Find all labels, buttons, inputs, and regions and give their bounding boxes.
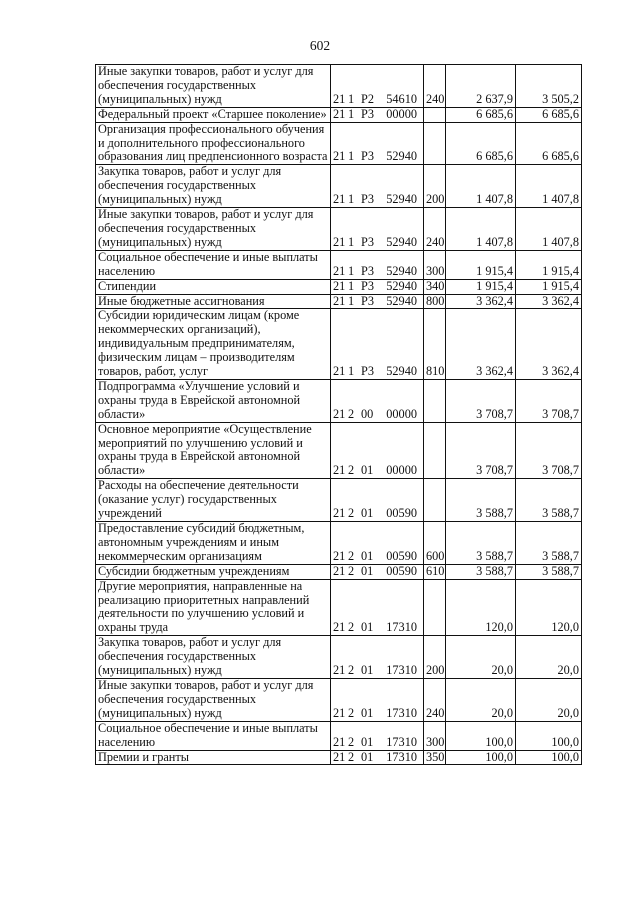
row-code — [331, 107, 424, 122]
code-part-2: 1 — [348, 149, 355, 164]
row-expense-type: 300 — [424, 721, 446, 750]
page-number: 602 — [309, 38, 331, 53]
row-sum-1: 20,0 — [446, 678, 516, 721]
row-sum-2: 1 915,4 — [516, 279, 582, 294]
row-expense-type: 350 — [424, 750, 446, 765]
code-part-4: 52940 — [386, 364, 417, 379]
code-part-1: 21 — [333, 106, 346, 121]
table-row — [96, 65, 582, 108]
row-name: Другие мероприятия, направленные на реализацию приоритетных направлений деятельности по улучшению условий и охраны труда — [96, 579, 331, 636]
code-part-3: P3 — [361, 293, 374, 308]
row-sum-2: 3 588,7 — [516, 479, 582, 522]
row-sum-1: 1 915,4 — [446, 250, 516, 279]
row-code — [331, 522, 424, 565]
code-part-2: 1 — [348, 293, 355, 308]
row-expense-type: 340 — [424, 279, 446, 294]
row-name: Субсидии юридическим лицам (кроме некоммерческих организаций), индивидуальным предпринимателям, физическим лицам – производителям товаров, работ, услуг — [96, 309, 331, 380]
code-part-2: 1 — [348, 263, 355, 278]
row-name: Иные закупки товаров, работ и услуг для обеспечения государственных (муниципальных) нужд — [96, 678, 331, 721]
row-sum-1: 6 685,6 — [446, 122, 516, 165]
table-row — [96, 309, 582, 380]
row-sum-2: 20,0 — [516, 636, 582, 679]
code-part-4: 17310 — [386, 705, 417, 720]
row-sum-1: 100,0 — [446, 721, 516, 750]
code-part-3: 00 — [361, 406, 374, 421]
row-name: Стипендии — [96, 279, 331, 294]
code-part-4: 52940 — [386, 293, 417, 308]
row-name: Расходы на обеспечение деятельности (оказание услуг) государственных учреждений — [96, 479, 331, 522]
row-sum-2: 20,0 — [516, 678, 582, 721]
row-expense-type — [424, 422, 446, 479]
code-part-4: 00590 — [386, 563, 417, 578]
row-name: Закупка товаров, работ и услуг для обеспечения государственных (муниципальных) нужд — [96, 165, 331, 208]
row-sum-2: 3 588,7 — [516, 522, 582, 565]
code-part-2: 2 — [348, 663, 355, 678]
row-name: Закупка товаров, работ и услуг для обеспечения государственных (муниципальных) нужд — [96, 636, 331, 679]
row-name: Федеральный проект «Старшее поколение» — [96, 107, 331, 122]
code-part-1: 21 — [333, 192, 346, 207]
code-part-4: 52940 — [386, 149, 417, 164]
row-sum-2: 3 588,7 — [516, 564, 582, 579]
code-part-4: 00000 — [386, 106, 417, 121]
row-code — [331, 479, 424, 522]
row-sum-2: 3 708,7 — [516, 379, 582, 422]
table-row — [96, 721, 582, 750]
table-row — [96, 250, 582, 279]
row-name: Подпрограмма «Улучшение условий и охраны труда в Еврейской автономной области» — [96, 379, 331, 422]
code-part-2: 2 — [348, 620, 355, 635]
row-code — [331, 165, 424, 208]
code-part-2: 1 — [348, 234, 355, 249]
table-row — [96, 678, 582, 721]
row-name: Иные закупки товаров, работ и услуг для обеспечения государственных (муниципальных) нужд — [96, 65, 331, 108]
code-part-3: P3 — [361, 263, 374, 278]
code-part-3: P3 — [361, 149, 374, 164]
code-part-1: 21 — [333, 293, 346, 308]
row-expense-type: 200 — [424, 636, 446, 679]
row-code — [331, 294, 424, 309]
code-part-2: 1 — [348, 106, 355, 121]
table-row — [96, 479, 582, 522]
row-sum-1: 3 362,4 — [446, 294, 516, 309]
code-part-1: 21 — [333, 548, 346, 563]
row-sum-2: 3 505,2 — [516, 65, 582, 108]
row-sum-2: 1 915,4 — [516, 250, 582, 279]
code-part-3: 01 — [361, 506, 374, 521]
table-row — [96, 636, 582, 679]
row-sum-1: 3 588,7 — [446, 564, 516, 579]
row-expense-type: 800 — [424, 294, 446, 309]
row-code — [331, 564, 424, 579]
row-expense-type — [424, 107, 446, 122]
code-part-4: 17310 — [386, 663, 417, 678]
row-name: Премии и гранты — [96, 750, 331, 765]
row-name: Социальное обеспечение и иные выплаты населению — [96, 250, 331, 279]
code-part-3: P3 — [361, 364, 374, 379]
code-part-1: 21 — [333, 506, 346, 521]
code-part-1: 21 — [333, 278, 346, 293]
row-sum-1: 1 407,8 — [446, 165, 516, 208]
row-code — [331, 579, 424, 636]
row-sum-2: 120,0 — [516, 579, 582, 636]
code-part-4: 00000 — [386, 406, 417, 421]
row-code — [331, 750, 424, 765]
row-sum-1: 3 362,4 — [446, 309, 516, 380]
row-code — [331, 309, 424, 380]
budget-table-body — [96, 65, 582, 765]
row-expense-type: 300 — [424, 250, 446, 279]
code-part-1: 21 — [333, 234, 346, 249]
code-part-1: 21 — [333, 364, 346, 379]
row-sum-1: 6 685,6 — [446, 107, 516, 122]
code-part-4: 17310 — [386, 734, 417, 749]
row-expense-type — [424, 122, 446, 165]
table-row — [96, 208, 582, 251]
row-sum-2: 6 685,6 — [516, 122, 582, 165]
row-sum-2: 1 407,8 — [516, 165, 582, 208]
code-part-2: 1 — [348, 278, 355, 293]
code-part-3: P3 — [361, 234, 374, 249]
row-sum-1: 3 588,7 — [446, 522, 516, 565]
code-part-3: 01 — [361, 463, 374, 478]
table-row — [96, 564, 582, 579]
row-sum-2: 3 362,4 — [516, 294, 582, 309]
row-sum-2: 1 407,8 — [516, 208, 582, 251]
row-code — [331, 678, 424, 721]
code-part-3: 01 — [361, 663, 374, 678]
code-part-3: 01 — [361, 563, 374, 578]
row-sum-1: 1 407,8 — [446, 208, 516, 251]
table-row — [96, 422, 582, 479]
code-part-1: 21 — [333, 563, 346, 578]
code-part-3: 01 — [361, 548, 374, 563]
row-sum-1: 1 915,4 — [446, 279, 516, 294]
row-name: Иные закупки товаров, работ и услуг для обеспечения государственных (муниципальных) нужд — [96, 208, 331, 251]
row-expense-type: 200 — [424, 165, 446, 208]
code-part-2: 2 — [348, 749, 355, 764]
code-part-3: 01 — [361, 705, 374, 720]
row-sum-2: 3 708,7 — [516, 422, 582, 479]
table-row — [96, 122, 582, 165]
row-code — [331, 208, 424, 251]
row-expense-type — [424, 479, 446, 522]
code-part-2: 2 — [348, 463, 355, 478]
code-part-2: 2 — [348, 705, 355, 720]
code-part-1: 21 — [333, 705, 346, 720]
code-part-3: 01 — [361, 620, 374, 635]
row-sum-1: 2 637,9 — [446, 65, 516, 108]
code-part-1: 21 — [333, 734, 346, 749]
table-row — [96, 379, 582, 422]
code-part-4: 54610 — [386, 91, 417, 106]
code-part-4: 52940 — [386, 234, 417, 249]
row-sum-2: 6 685,6 — [516, 107, 582, 122]
code-part-2: 2 — [348, 406, 355, 421]
row-name: Субсидии бюджетным учреждениям — [96, 564, 331, 579]
code-part-2: 1 — [348, 192, 355, 207]
row-name: Социальное обеспечение и иные выплаты населению — [96, 721, 331, 750]
row-sum-2: 100,0 — [516, 721, 582, 750]
code-part-4: 00000 — [386, 463, 417, 478]
row-sum-1: 3 588,7 — [446, 479, 516, 522]
table-row — [96, 750, 582, 765]
row-expense-type — [424, 579, 446, 636]
table-row — [96, 107, 582, 122]
code-part-4: 52940 — [386, 263, 417, 278]
row-name: Основное мероприятие «Осуществление мероприятий по улучшению условий и охраны труда в Еврейской автономной области» — [96, 422, 331, 479]
row-expense-type — [424, 379, 446, 422]
row-expense-type: 810 — [424, 309, 446, 380]
row-code — [331, 279, 424, 294]
code-part-4: 52940 — [386, 278, 417, 293]
code-part-1: 21 — [333, 91, 346, 106]
code-part-1: 21 — [333, 149, 346, 164]
row-expense-type: 610 — [424, 564, 446, 579]
budget-table — [95, 64, 582, 765]
code-part-2: 2 — [348, 506, 355, 521]
code-part-4: 17310 — [386, 620, 417, 635]
row-name: Предоставление субсидий бюджетным, автономным учреждениям и иным некоммерческим организациям — [96, 522, 331, 565]
code-part-1: 21 — [333, 663, 346, 678]
code-part-1: 21 — [333, 263, 346, 278]
table-row — [96, 279, 582, 294]
code-part-1: 21 — [333, 463, 346, 478]
row-sum-1: 100,0 — [446, 750, 516, 765]
row-sum-1: 20,0 — [446, 636, 516, 679]
code-part-3: P2 — [361, 91, 374, 106]
row-expense-type: 240 — [424, 678, 446, 721]
code-part-2: 2 — [348, 548, 355, 563]
code-part-4: 00590 — [386, 506, 417, 521]
row-code — [331, 65, 424, 108]
row-name: Организация профессионального обучения и дополнительного профессионального образования лиц предпенсионного возраста — [96, 122, 331, 165]
row-code — [331, 636, 424, 679]
code-part-3: 01 — [361, 749, 374, 764]
table-row — [96, 522, 582, 565]
code-part-4: 17310 — [386, 749, 417, 764]
code-part-3: P3 — [361, 106, 374, 121]
row-code — [331, 122, 424, 165]
row-expense-type: 240 — [424, 65, 446, 108]
code-part-3: P3 — [361, 192, 374, 207]
code-part-3: P3 — [361, 278, 374, 293]
code-part-2: 2 — [348, 734, 355, 749]
row-expense-type: 240 — [424, 208, 446, 251]
row-sum-2: 100,0 — [516, 750, 582, 765]
code-part-2: 2 — [348, 563, 355, 578]
code-part-4: 00590 — [386, 548, 417, 563]
row-code — [331, 422, 424, 479]
code-part-1: 21 — [333, 749, 346, 764]
table-row — [96, 165, 582, 208]
row-sum-1: 3 708,7 — [446, 422, 516, 479]
code-part-4: 52940 — [386, 192, 417, 207]
row-sum-2: 3 362,4 — [516, 309, 582, 380]
table-row — [96, 579, 582, 636]
code-part-3: 01 — [361, 734, 374, 749]
row-code — [331, 721, 424, 750]
row-sum-1: 120,0 — [446, 579, 516, 636]
code-part-1: 21 — [333, 620, 346, 635]
row-code — [331, 250, 424, 279]
row-name: Иные бюджетные ассигнования — [96, 294, 331, 309]
table-row — [96, 294, 582, 309]
row-code — [331, 379, 424, 422]
code-part-1: 21 — [333, 406, 346, 421]
row-sum-1: 3 708,7 — [446, 379, 516, 422]
code-part-2: 1 — [348, 364, 355, 379]
code-part-2: 1 — [348, 91, 355, 106]
row-expense-type: 600 — [424, 522, 446, 565]
